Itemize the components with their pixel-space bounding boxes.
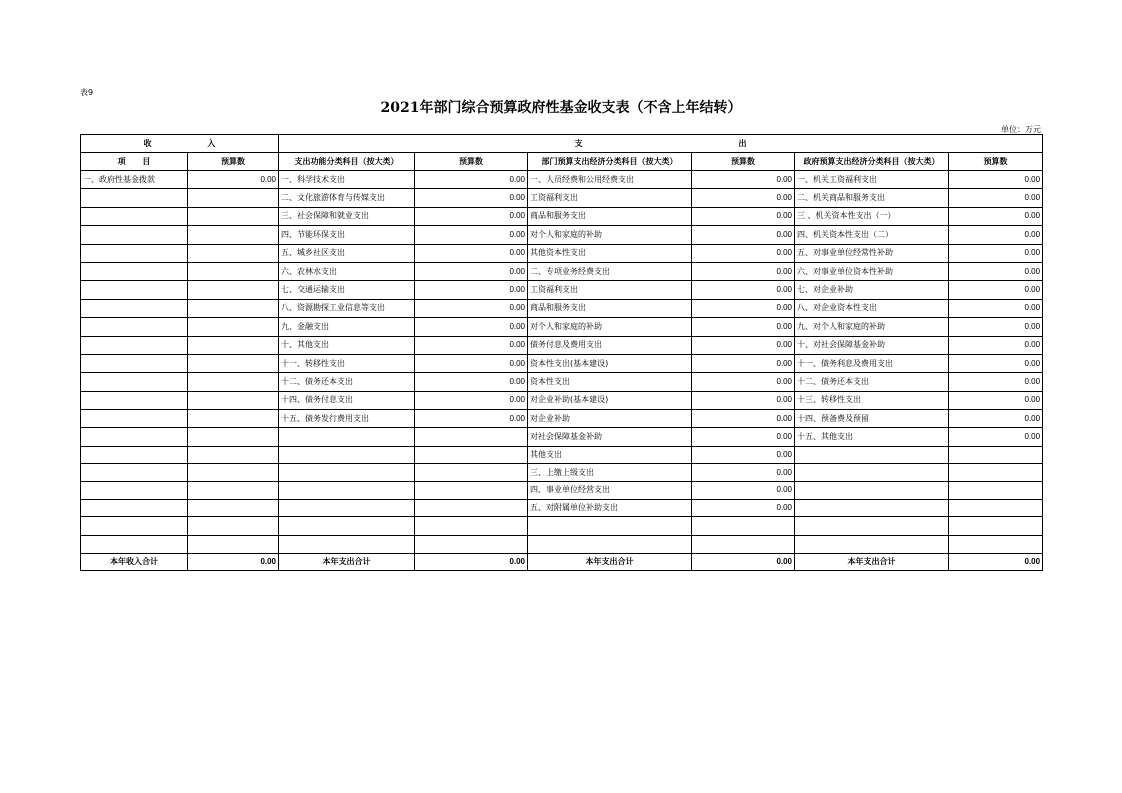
gov-econ-budget-cell: 0.00 [949,281,1043,299]
function-item-cell: 七、交通运输支出 [279,281,415,299]
function-item-cell [279,464,415,482]
income-item-cell [81,373,188,391]
col-header-gov-econ-budget: 预算数 [949,153,1043,171]
dept-econ-item-cell: 三、上缴上级支出 [528,464,692,482]
income-budget-cell [188,482,279,500]
gov-econ-item-cell [795,464,949,482]
gov-econ-budget-cell: 0.00 [949,262,1043,280]
function-budget-cell [415,535,528,553]
dept-econ-budget-cell [692,535,795,553]
function-budget-cell [415,464,528,482]
gov-econ-budget-cell [949,464,1043,482]
table-row [81,517,1043,535]
income-group-header: 收 入 [81,135,279,153]
function-budget-cell: 0.00 [415,262,528,280]
gov-econ-budget-cell: 0.00 [949,226,1043,244]
income-budget-cell [188,207,279,225]
gov-econ-budget-cell: 0.00 [949,171,1043,189]
gov-econ-item-cell: 五、对事业单位经常性补助 [795,244,949,262]
function-budget-cell [415,517,528,535]
gov-econ-item-cell [795,535,949,553]
function-item-cell: 十二、债务还本支出 [279,373,415,391]
dept-econ-item-cell: 五、对附属单位补助支出 [528,499,692,517]
gov-econ-item-cell: 七、对企业补助 [795,281,949,299]
page-title: 2021年部门综合预算政府性基金收支表（不含上年结转） [380,100,742,116]
gov-econ-item-cell: 九、对个人和家庭的补助 [795,318,949,336]
dept-econ-item-cell: 其他支出 [528,446,692,464]
gov-econ-budget-cell: 0.00 [949,354,1043,372]
dept-econ-budget-cell: 0.00 [692,499,795,517]
total-value: 0.00 [949,554,1043,571]
gov-econ-budget-cell: 0.00 [949,189,1043,207]
gov-econ-item-cell: 十四、预备费及预留 [795,410,949,428]
function-item-cell [279,446,415,464]
function-budget-cell: 0.00 [415,410,528,428]
function-item-cell: 一、科学技术支出 [279,171,415,189]
gov-econ-item-cell: 十、对社会保障基金补助 [795,336,949,354]
income-item-cell [81,226,188,244]
gov-econ-budget-cell: 0.00 [949,299,1043,317]
income-budget-cell [188,354,279,372]
dept-econ-budget-cell: 0.00 [692,410,795,428]
income-item-cell [81,354,188,372]
function-budget-cell: 0.00 [415,299,528,317]
gov-econ-item-cell: 六、对事业单位资本性补助 [795,262,949,280]
table-row [81,189,1043,207]
dept-econ-budget-cell: 0.00 [692,391,795,409]
gov-econ-budget-cell: 0.00 [949,391,1043,409]
income-budget-cell [188,428,279,446]
dept-econ-item-cell: 对社会保障基金补助 [528,428,692,446]
col-header-dept-econ-class: 部门预算支出经济分类科目（按大类） [528,153,692,171]
income-item-cell [81,535,188,553]
table-row [81,318,1043,336]
table-row [81,336,1043,354]
dept-econ-budget-cell [692,517,795,535]
dept-econ-budget-cell: 0.00 [692,428,795,446]
col-header-dept-econ-budget: 预算数 [692,153,795,171]
gov-econ-item-cell [795,517,949,535]
gov-econ-budget-cell: 0.00 [949,373,1043,391]
dept-econ-budget-cell: 0.00 [692,336,795,354]
gov-econ-item-cell: 四、机关资本性支出（二） [795,226,949,244]
income-budget-cell [188,226,279,244]
dept-econ-budget-cell: 0.00 [692,207,795,225]
dept-econ-budget-cell: 0.00 [692,189,795,207]
income-item-cell [81,189,188,207]
expense-group-header: 支 出 [279,135,1043,153]
column-header-row [81,153,1043,171]
income-budget-cell [188,373,279,391]
income-item-cell [81,207,188,225]
table-row [81,428,1043,446]
dept-econ-budget-cell: 0.00 [692,354,795,372]
function-item-cell: 二、文化旅游体育与传媒支出 [279,189,415,207]
income-item-cell [81,336,188,354]
income-budget-cell [188,336,279,354]
dept-econ-item-cell: 对个人和家庭的补助 [528,318,692,336]
table-row [81,281,1043,299]
col-header-income-budget: 预算数 [188,153,279,171]
income-item-cell [81,244,188,262]
function-item-cell: 十四、债务付息支出 [279,391,415,409]
dept-econ-item-cell: 四、事业单位经营支出 [528,482,692,500]
dept-econ-item-cell: 对企业补助 [528,410,692,428]
function-item-cell [279,482,415,500]
table-row [81,464,1043,482]
income-item-cell [81,499,188,517]
dept-econ-budget-cell: 0.00 [692,171,795,189]
table-row [81,207,1043,225]
function-item-cell: 六、农林水支出 [279,262,415,280]
gov-econ-budget-cell: 0.00 [949,410,1043,428]
gov-econ-item-cell: 一、机关工资福利支出 [795,171,949,189]
dept-econ-item-cell: 债务付息及费用支出 [528,336,692,354]
gov-econ-item-cell [795,482,949,500]
income-item-cell [81,318,188,336]
function-item-cell [279,517,415,535]
total-label: 本年支出合计 [528,554,692,571]
gov-econ-budget-cell: 0.00 [949,244,1043,262]
income-item-cell [81,281,188,299]
table-row [81,226,1043,244]
table-row [81,171,1043,189]
function-budget-cell [415,428,528,446]
col-header-gov-econ-class: 政府预算支出经济分类科目（按大类） [795,153,949,171]
table-row [81,535,1043,553]
col-header-item: 项 目 [81,153,188,171]
group-header-row [81,135,1043,153]
income-item-cell [81,428,188,446]
function-budget-cell [415,499,528,517]
function-item-cell: 十一、转移性支出 [279,354,415,372]
dept-econ-budget-cell: 0.00 [692,262,795,280]
income-budget-cell [188,262,279,280]
income-budget-cell [188,464,279,482]
dept-econ-item-cell: 资本性支出 [528,373,692,391]
budget-table [80,134,1043,571]
function-item-cell: 九、金融支出 [279,318,415,336]
income-item-cell [81,446,188,464]
income-budget-cell [188,299,279,317]
income-item-cell [81,464,188,482]
table-row [81,410,1043,428]
income-item-cell [81,262,188,280]
dept-econ-item-cell: 商品和服务支出 [528,207,692,225]
total-label: 本年支出合计 [279,554,415,571]
table-row [81,482,1043,500]
table-row [81,446,1043,464]
function-budget-cell: 0.00 [415,207,528,225]
dept-econ-budget-cell: 0.00 [692,281,795,299]
gov-econ-item-cell: 十三、转移性支出 [795,391,949,409]
table-row [81,244,1043,262]
income-budget-cell [188,499,279,517]
dept-econ-budget-cell: 0.00 [692,482,795,500]
gov-econ-budget-cell: 0.00 [949,207,1043,225]
dept-econ-item-cell: 对个人和家庭的补助 [528,226,692,244]
gov-econ-budget-cell: 0.00 [949,336,1043,354]
function-budget-cell: 0.00 [415,226,528,244]
dept-econ-budget-cell: 0.00 [692,464,795,482]
gov-econ-item-cell [795,446,949,464]
income-item-cell [81,517,188,535]
table-row [81,499,1043,517]
total-label: 本年支出合计 [795,554,949,571]
function-item-cell: 十五、债务发行费用支出 [279,410,415,428]
gov-econ-item-cell: 十一、债务利息及费用支出 [795,354,949,372]
income-budget-cell [188,244,279,262]
dept-econ-item-cell: 一、人员经费和公用经费支出 [528,171,692,189]
function-budget-cell: 0.00 [415,171,528,189]
function-budget-cell: 0.00 [415,354,528,372]
income-item-cell: 一、政府性基金拨款 [81,171,188,189]
col-header-function-class: 支出功能分类科目（按大类） [279,153,415,171]
dept-econ-item-cell [528,535,692,553]
function-budget-cell: 0.00 [415,373,528,391]
function-budget-cell: 0.00 [415,189,528,207]
total-value: 0.00 [692,554,795,571]
total-label: 本年收入合计 [81,554,188,571]
gov-econ-budget-cell [949,499,1043,517]
dept-econ-budget-cell: 0.00 [692,318,795,336]
dept-econ-item-cell [528,517,692,535]
dept-econ-item-cell: 二、专项业务经费支出 [528,262,692,280]
dept-econ-budget-cell: 0.00 [692,446,795,464]
gov-econ-budget-cell [949,482,1043,500]
dept-econ-item-cell: 商品和服务支出 [528,299,692,317]
dept-econ-item-cell: 资本性支出(基本建设) [528,354,692,372]
table-tag: 表9 [80,88,94,97]
unit-label: 单位：万元 [1001,125,1041,134]
gov-econ-item-cell [795,499,949,517]
table-row [81,299,1043,317]
dept-econ-item-cell: 工资福利支出 [528,281,692,299]
dept-econ-budget-cell: 0.00 [692,373,795,391]
gov-econ-budget-cell: 0.00 [949,318,1043,336]
income-budget-cell: 0.00 [188,171,279,189]
function-item-cell [279,499,415,517]
income-budget-cell [188,446,279,464]
function-item-cell [279,535,415,553]
function-budget-cell: 0.00 [415,391,528,409]
income-budget-cell [188,318,279,336]
function-budget-cell: 0.00 [415,244,528,262]
function-budget-cell [415,482,528,500]
gov-econ-budget-cell: 0.00 [949,428,1043,446]
income-item-cell [81,391,188,409]
gov-econ-item-cell: 十五、其他支出 [795,428,949,446]
function-item-cell: 十、其他支出 [279,336,415,354]
gov-econ-item-cell: 三 、机关资本性支出（一） [795,207,949,225]
total-value: 0.00 [415,554,528,571]
income-item-cell [81,299,188,317]
totals-row [81,554,1043,571]
table-row [81,373,1043,391]
dept-econ-item-cell: 其他资本性支出 [528,244,692,262]
function-budget-cell: 0.00 [415,281,528,299]
table-row [81,354,1043,372]
function-item-cell: 五、城乡社区支出 [279,244,415,262]
income-budget-cell [188,281,279,299]
dept-econ-budget-cell: 0.00 [692,299,795,317]
function-item-cell: 四、节能环保支出 [279,226,415,244]
total-value: 0.00 [188,554,279,571]
table-row [81,262,1043,280]
function-budget-cell: 0.00 [415,318,528,336]
gov-econ-budget-cell [949,446,1043,464]
income-item-cell [81,410,188,428]
dept-econ-budget-cell: 0.00 [692,244,795,262]
gov-econ-item-cell: 八、对企业资本性支出 [795,299,949,317]
income-budget-cell [188,391,279,409]
income-budget-cell [188,535,279,553]
dept-econ-item-cell: 工资福利支出 [528,189,692,207]
gov-econ-item-cell: 二、机关商品和服务支出 [795,189,949,207]
income-budget-cell [188,517,279,535]
income-item-cell [81,482,188,500]
dept-econ-item-cell: 对企业补助(基本建设) [528,391,692,409]
dept-econ-budget-cell: 0.00 [692,226,795,244]
gov-econ-budget-cell [949,535,1043,553]
income-budget-cell [188,189,279,207]
function-budget-cell [415,446,528,464]
function-item-cell [279,428,415,446]
function-budget-cell: 0.00 [415,336,528,354]
function-item-cell: 八、资源勘探工业信息等支出 [279,299,415,317]
income-budget-cell [188,410,279,428]
col-header-function-budget: 预算数 [415,153,528,171]
gov-econ-item-cell: 十二、债务还本支出 [795,373,949,391]
table-row [81,391,1043,409]
function-item-cell: 三、社会保障和就业支出 [279,207,415,225]
gov-econ-budget-cell [949,517,1043,535]
